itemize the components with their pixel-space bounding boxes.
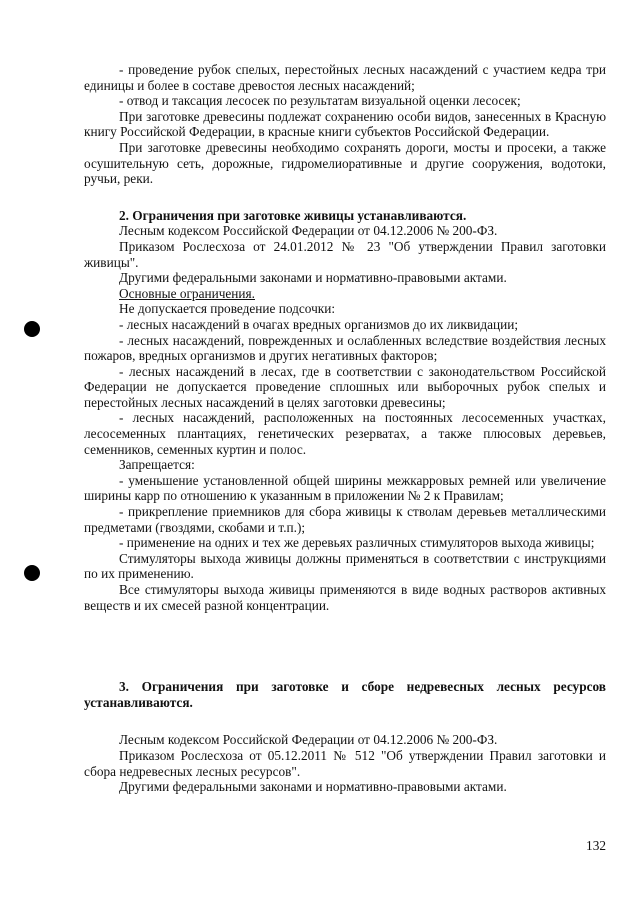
paragraph: Лесным кодексом Российской Федерации от 04.12.2006 № 200-ФЗ. bbox=[119, 223, 498, 239]
paragraph: Запрещается: bbox=[119, 457, 195, 473]
list-item: - лесных насаждений, расположенных на постоянных лесосеменных участках, лесосеменных плантациях, генетических резерватах, а также плюсовых деревьев, семенников, семенных куртин и полос. bbox=[84, 410, 606, 457]
subheading-underlined bbox=[84, 286, 606, 302]
section-heading-2: 2. Ограничения при заготовке живицы устанавливаются. bbox=[119, 207, 467, 223]
page-number: 132 bbox=[586, 838, 606, 853]
list-item: - уменьшение установленной общей ширины межкарровых ремней или увеличение ширины карр по отношению к указанным в приложении № 2 к Правилам; bbox=[84, 472, 606, 504]
paragraph: Приказом Рослесхоза от 24.01.2012 № 23 "Об утверждении Правил заготовки живицы". bbox=[84, 238, 606, 270]
paragraph: - отвод и таксация лесосек по результатам визуальной оценки лесосек; bbox=[119, 93, 521, 109]
paragraph: При заготовке древесины подлежат сохранению особи видов, занесенных в Красную книгу Российской Федерации, в красные книги субъектов Российской Федерации. bbox=[84, 108, 606, 140]
list-item: - лесных насаждений в очагах вредных организмов до их ликвидации; bbox=[119, 316, 519, 332]
paragraph: Все стимуляторы выхода живицы применяются в виде водных растворов активных веществ и их смесей разной концентрации. bbox=[84, 582, 606, 613]
paragraph: Другими федеральными законами и нормативно-правовыми актами. bbox=[119, 779, 507, 795]
list-item: - применение на одних и тех же деревьях различных стимуляторов выхода живицы; bbox=[119, 535, 595, 551]
paragraph: - проведение рубок спелых, перестойных лесных насаждений с участием кедра три единицы и более в составе древостоя лесных насаждений; bbox=[84, 62, 606, 93]
paragraph: При заготовке древесины необходимо сохранять дороги, мосты и просеки, а также осушительную сеть, дорожные, гидромелиоративные и другие сооружения, водотоки, ручьи, реки. bbox=[84, 139, 606, 187]
paragraph: Другими федеральными законами и нормативно-правовыми актами. bbox=[119, 270, 507, 286]
section-heading-3: 3. Ограничения при заготовке и сборе недревесных лесных ресурсов устанавливаются. bbox=[84, 679, 606, 710]
paragraph: Не допускается проведение подсочки: bbox=[119, 301, 336, 317]
paragraph: Приказом Рослесхоза от 05.12.2011 № 512 "Об утверждении Правил заготовки и сбора недревесных лесных ресурсов". bbox=[84, 747, 606, 779]
paragraph: Стимуляторы выхода живицы должны применяться в соответствии с инструкциями по их применению. bbox=[84, 550, 606, 582]
document-body bbox=[84, 62, 606, 795]
list-item: - лесных насаждений, поврежденных и ослабленных вследствие воздействия лесных пожаров, вредных организмов и других негативных факторов; bbox=[84, 332, 606, 364]
punch-hole-lower bbox=[24, 565, 40, 581]
punch-hole-upper bbox=[24, 321, 40, 337]
subheading-text: Основные ограничения. bbox=[119, 285, 255, 301]
list-item: - лесных насаждений в лесах, где в соответствии с законодательством Российской Федерации не допускается проведение сплошных или выборочных рубок спелых и перестойных лесных насаждений в целях заготовки древесины; bbox=[84, 363, 606, 410]
list-item: - прикрепление приемников для сбора живицы к стволам деревьев металлическими предметами (гвоздями, скобами и т.п.); bbox=[84, 504, 606, 535]
paragraph: Лесным кодексом Российской Федерации от 04.12.2006 № 200-ФЗ. bbox=[119, 732, 498, 748]
